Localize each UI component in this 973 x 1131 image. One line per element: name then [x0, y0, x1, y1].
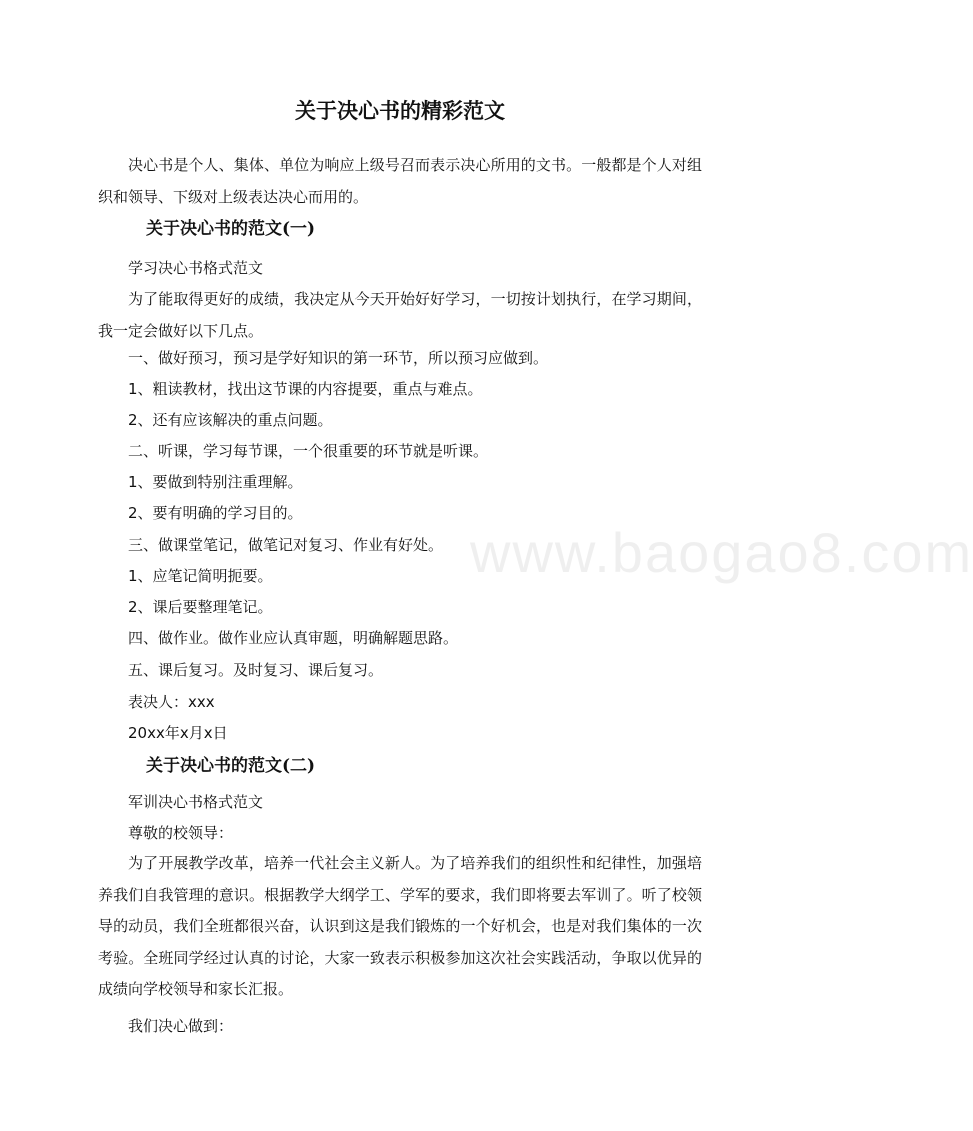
signer-line: 表决人：xxx	[128, 693, 215, 711]
section-2-heading: 关于决心书的范文(二)	[146, 756, 316, 776]
study-point-1: 一、做好预习，预习是学好知识的第一环节，所以预习应做到。	[128, 349, 549, 367]
section-1-opening-paragraph: 为了能取得更好的成绩，我决定从今天开始好好学习，一切按计划执行，在学习期间，我一定会做好以下几点。	[98, 290, 702, 340]
study-subpoint-2-1: 1、要做到特别注重理解。	[128, 473, 303, 491]
study-point-5: 五、课后复习。及时复习、课后复习。	[128, 661, 384, 679]
study-subpoint-1-2: 2、还有应该解决的重点问题。	[128, 411, 333, 429]
study-subpoint-3-1: 1、应笔记简明扼要。	[128, 567, 273, 585]
section-1-subtitle: 学习决心书格式范文	[128, 259, 264, 277]
study-point-4: 四、做作业。做作业应认真审题，明确解题思路。	[128, 629, 459, 647]
study-point-3: 三、做课堂笔记，做笔记对复习、作业有好处。	[128, 536, 444, 554]
watermark: www.baogao8.com	[470, 521, 973, 584]
section-2-subtitle: 军训决心书格式范文	[128, 793, 264, 811]
salutation: 尊敬的校领导：	[128, 824, 234, 842]
study-subpoint-1-1: 1、粗读教材，找出这节课的内容提要，重点与难点。	[128, 380, 483, 398]
study-subpoint-2-2: 2、要有明确的学习目的。	[128, 504, 303, 522]
study-subpoint-3-2: 2、课后要整理笔记。	[128, 598, 273, 616]
study-point-2: 二、听课，学习每节课，一个很重要的环节就是听课。	[128, 442, 489, 460]
document-title: 关于决心书的精彩范文	[295, 98, 505, 123]
section-1-heading: 关于决心书的范文(一)	[146, 219, 316, 239]
intro-paragraph: 决心书是个人、集体、单位为响应上级号召而表示决心所用的文书。一般都是个人对组织和领导、下级对上级表达决心而用的。	[98, 156, 702, 206]
closing-line: 我们决心做到：	[128, 1017, 234, 1035]
date-line: 20xx年x月x日	[128, 724, 228, 742]
military-training-paragraph: 为了开展教学改革，培养一代社会主义新人。为了培养我们的组织性和纪律性，加强培养我们自我管理的意识。根据教学大纲学工、学军的要求，我们即将要去军训了。听了校领导的动员，我们全班都很兴奋，认识到这是我们锻炼的一个好机会，也是对我们集体的一次考验。全班同学经过认真的讨论，大家一致表示积极参加这次社会实践活动，争取以优异的成绩向学校领导和家长汇报。	[98, 854, 702, 998]
